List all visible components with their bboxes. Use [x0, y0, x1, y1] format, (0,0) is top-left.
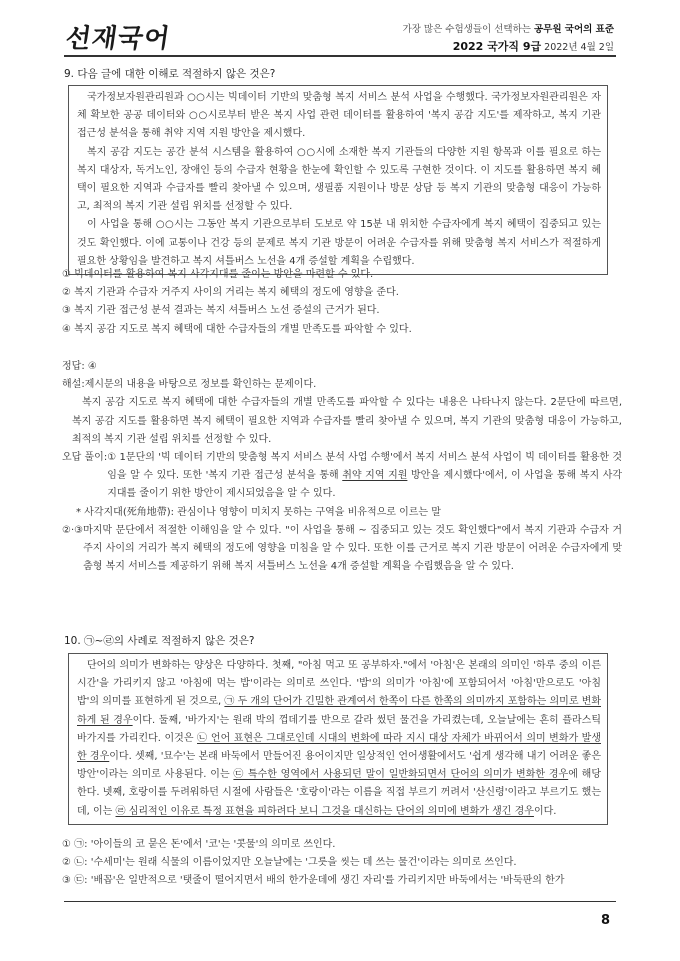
- passage-paragraph: 국가정보자원관리원과 ○○시는 빅데이터 기반의 맞춤형 복지 서비스 분석 사업을 수행했다. 국가정보자원관리원은 자체 확보한 공공 데이터와 ○○시로부터 받은 복지 사업 관련 데이터를 활용하여 '복지 공감 지도'를 제작하고, 복지 기관 접근성 분석을 통해 취약 지역 지원 방안을 제시했다.: [77, 92, 601, 140]
- tagline-prefix: 가장 많은 수험생들이 선택하는: [402, 24, 531, 35]
- exam-date: 2022년 4월 2일: [544, 42, 614, 53]
- question-9-options: [62, 266, 622, 339]
- option-1: ① ㉠: '아이들의 코 묻은 돈'에서 '코'는 '콧물'의 의미로 쓰인다.: [62, 839, 336, 850]
- question-10-options: [62, 836, 622, 891]
- option-2: ② 복지 기관과 수급자 거주지 사이의 거리는 복지 혜택의 정도에 영향을 준다.: [62, 287, 399, 299]
- footnote: * 사각지대(死角地帶): 관심이나 영향이 미치지 못하는 구역을 비유적으로 이르는 말: [76, 506, 441, 518]
- explanation-label: 해설:: [62, 379, 85, 391]
- explanation-intro: 제시문의 내용을 바탕으로 정보를 확인하는 문제이다.: [84, 379, 317, 391]
- option-1: ① 빅데이터를 활용하여 복지 사각지대를 줄이는 방안을 마련할 수 있다.: [62, 269, 374, 280]
- question-10-passage: [68, 653, 608, 825]
- brand-logo: 선재국어: [63, 24, 173, 54]
- passage-paragraph: 단어의 의미가 변화하는 양상은 다양하다. 첫째, "아침 먹고 또 공부하자."에서 '아침'은 본래의 의미인 '하루 중의 이른 시간'을 가리키지 않고 '아침에 먹는 밥'이라는 의미로 쓰인다. '밥'의 의미가 '아침'에 포함되어서 '아침'만으로도 '아침밥'의 의미를 표현하게 된 것으로, ㉠ 두 개의 단어가 긴밀한 관계여서 한쪽이 다른 한쪽의 의미까지 포함하는 의미로 변화하게 된 경우이다. 둘째, '바가지'는 원래 박의 껍데기를 반으로 갈라 썼던 물건을 가리켰는데, 오늘날에는 흔히 플라스틱 바가지를 가리킨다. 이것은 ㉡ 언어 표현은 그대로인데 시대의 변화에 따라 지시 대상 자체가 바뀌어서 의미 변화가 발생한 경우이다. 셋째, '묘수'는 본래 바둑에서 만들어진 용어이지만 일상적인 언어생활에서도 '쉽게 생각해 내기 어려운 좋은 방안'이라는 의미로 사용된다. 이는 ㉢ 특수한 영역에서 사용되던 말이 일반화되면서 단어의 의미가 변화한 경우에 해당한다. 넷째, 호랑이를 두려워하던 시절에 사람들은 '호랑이'라는 이름을 직접 부르기 꺼려서 '산신령'이라고 부르기도 했는데, 이는 ㉣ 심리적인 이유로 특정 표현을 피하려다 보니 그것을 대신하는 단어의 의미에 변화가 생긴 경우이다.: [77, 660, 601, 817]
- wrong-answer-23: 마지막 문단에서 적절한 이해임을 알 수 있다. "이 사업을 통해 ~ 집중되고 있는 것도 확인했다"에서 복지 기관과 수급자 거주지 사이의 거리가 복지 혜택의 정도에 영향을 미침을 알 수 있다. 또한 이를 근거로 복지 기관 방문이 어려운 수급자에게 맞춤형 복지 서비스를 제공하기 위해 복지 셔틀버스 노선을 4개 증설할 계획을 수립했음을 알 수 있다.: [83, 524, 622, 573]
- question-9-solution: [62, 358, 622, 576]
- passage-paragraph: 이 사업을 통해 ○○시는 그동안 복지 기관으로부터 도보로 약 15분 내 위치한 수급자에게 복지 혜택이 집중되고 있는 것도 확인했다. 이에 교통이나 건강 등의 문제로 복지 기관 방문이 어려운 수급자를 위해 맞춤형 복지 서비스가 적절하게 필요한 상황임을 발견하고 복지 셔틀버스 노선을 4개 증설할 계획을 수립했다.: [77, 219, 601, 267]
- option-3: ③ ㉢: '배꼽'은 일반적으로 '탯줄이 떨어지면서 배의 한가운데에 생긴 자리'를 가리키지만 바둑에서는 '바둑판의 한가: [62, 875, 565, 887]
- header-tagline: [403, 21, 614, 35]
- question-10-title: 10. ㉠~㉣의 사례로 적절하지 않은 것은?: [64, 635, 255, 647]
- wrong-answer-23-label: ②·③: [62, 524, 84, 536]
- header-divider: [64, 55, 616, 57]
- option-4: ④ 복지 공감 지도로 복지 혜택에 대한 수급자들의 개별 만족도를 파악할 수 있다.: [62, 323, 412, 335]
- question-9-passage: [68, 85, 608, 275]
- footer-divider: [64, 901, 616, 902]
- explanation-body: 복지 공감 지도로 복지 혜택에 대한 수급자들의 개별 만족도를 파악할 수 있다는 내용은 나타나지 않는다. 2문단에 따르면, 복지 공감 지도를 활용하면 복지 혜택이 필요한 지역과 수급자를 빨리 찾아낼 수 있으며, 복지 기관의 맞춤형 대응이 가능하고, 최적의 복지 기관 설립 위치를 선정할 수 있다.: [72, 397, 622, 445]
- header-exam-info: [453, 38, 614, 54]
- question-9-title: 9. 다음 글에 대한 이해로 적절하지 않은 것은?: [64, 68, 276, 80]
- tagline-emphasis: 공무원 국어의 표준: [533, 24, 614, 35]
- answer: 정답: ④: [62, 361, 97, 372]
- page-number: 8: [600, 913, 610, 928]
- passage-paragraph: 복지 공감 지도는 공간 분석 시스템을 활용하여 ○○시에 소재한 복지 기관들의 다양한 지원 항목과 이를 필요로 하는 복지 대상자, 독거노인, 장애인 등의 수급자 현황을 한눈에 확인할 수 있도록 구현한 것이다. 이 지도를 활용하면 복지 혜택이 필요한 지역과 수급자를 빨리 찾아낼 수 있으며, 생필품 지원이나 방문 상담 등 복지 기관의 맞춤형 대응이 가능하고, 최적의 복지 기관 설립 위치를 선정할 수 있다.: [77, 146, 601, 213]
- wrong-answer-label: 오답 풀이:: [62, 452, 108, 464]
- option-3: ③ 복지 기관 접근성 분석 결과는 복지 셔틀버스 노선 증설의 근거가 된다.: [62, 305, 380, 317]
- wrong-answer-1: ① 1문단의 '빅 데이터 기반의 맞춤형 복지 서비스 분석 사업 수행'에서 복지 서비스 분석 사업이 빅 데이터를 활용한 것임을 알 수 있다. 또한 '복지 기관 접근성 분석을 통해 취약 지역 지원 방안을 제시했다'에서, 이 사업을 통해 복지 사각지대를 줄이기 위한 방안이 제시되었음을 알 수 있다.: [107, 452, 623, 500]
- option-2: ② ㉡: '수세미'는 원래 식물의 이름이었지만 오늘날에는 '그릇을 씻는 데 쓰는 물건'이라는 의미로 쓰인다.: [62, 857, 517, 869]
- exam-name: 2022 국가직 9급: [452, 40, 542, 53]
